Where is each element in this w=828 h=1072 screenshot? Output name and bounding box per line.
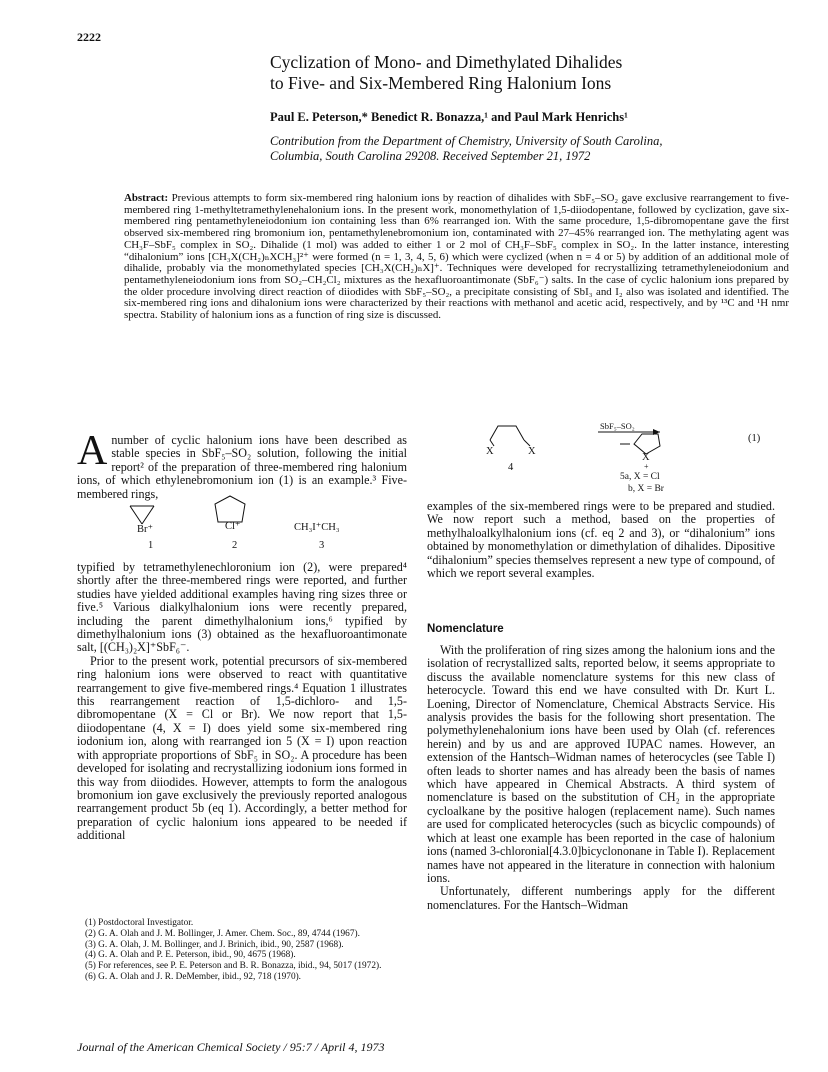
article-title	[270, 52, 790, 94]
structure-4-x-right: X	[528, 446, 536, 457]
structure-5-x: X	[642, 452, 650, 463]
affiliation-line-1: Contribution from the Department of Chemistry, University of South Carolina,	[270, 134, 663, 148]
abstract-label: Abstract:	[124, 192, 169, 204]
structure-5b-label: b, X = Br	[628, 484, 664, 494]
structure-4-chain	[490, 426, 530, 446]
affiliation	[270, 134, 770, 164]
structures-1-2-3	[130, 492, 400, 552]
paragraph-prior-work: Prior to the present work, potential precursors of six-membered ring halonium ions were observed to react with quantitative rearrangement to give five-membered rings.⁴ Equation 1 illustrates this rearrangement reaction of 1,5-dichloro- and 1,5-dibromopentane (X = Cl or Br). We now report that 1,5-diiodopentane (4, X = I) does yield some six-membered ring iodonium ion, along with rearranged ion 5 (X = I) upon reaction with appropriate proportions of SbF₅ in SO₂. A procedure has been developed for isolating and recrystallizing iodonium ions formed in this way from diiodides. However, attempts to form the analogous bromonium ion gave exclusively the previously reported analogous rearrangement product 5b (eq 1). Accordingly, a better method for preparation of cyclic halonium ions appeared to be needed if additional	[77, 653, 407, 843]
structure-2-ring	[215, 496, 245, 522]
equation-reagent: SbF₅–SO₂	[600, 421, 635, 431]
title-line-1: Cyclization of Mono- and Dimethylated Dihalides	[270, 52, 623, 72]
intro-text: number of cyclic halonium ions have been described as stable species in SbF₅–SO₂ solution, following the initial report² of the preparation of three-membered ring halonium ions, of which ethylenebromonium ion (1) is an example.³ Five-membered rings,	[77, 433, 407, 501]
structure-3-number: 3	[319, 540, 325, 551]
footnotes	[77, 918, 407, 983]
structure-1-atom: Br⁺	[137, 524, 154, 535]
nomenclature-text	[427, 644, 775, 912]
drop-cap: A	[77, 428, 108, 474]
structure-1-ring	[130, 506, 154, 524]
page-number: 2222	[77, 30, 101, 44]
nomenclature-paragraph-1: With the proliferation of ring sizes among the halonium ions and the isolation of recrystallized salts, reported below, it seems appropriate to discuss the available nomenclature systems for this new class of heterocycle. Toward this end we have consulted with Dr. Kurt L. Loening, Director of Nomenclature, Chemical Abstracts Service. His analysis provides the basis for the following short presentation. The polymethylenehalonium ions have been used by Olah (cf. references herein) and by us and are approved IUPAC names. However, an extension of the Hantsch–Widman names of heterocycles (see Table I) often leads to shorter names and has already been the basis of names which have appeared in Chemical Abstracts. A third system of nomenclature is based on the substitution of CH₂ in the appropriate cycloalkane by the positive halogen (replacement name). Such names are used for complicated heterocycles (such as bicyclic compounds) of which at least one example has been reported in the case of halonium ions (named 3-chloronial[4.3.0]bicyclononane in Table I). Replacement names have not appeared in the literature in connection with halonium ions.	[427, 643, 775, 885]
right-column-paragraph: examples of the six-membered rings were to be prepared and studied. We now report such a method, based on the properties of methylhaloalkylhalonium ions (cf. eq 2 and 3), or “dihalonium” ions obtained by monomethylation or dimethylation of dihalides. Dipositive “dihalonium” species themselves represent a new type of compound, of which we report several examples.	[427, 499, 775, 581]
footnote: (1) Postdoctoral Investigator.	[85, 918, 194, 928]
journal-footer: Journal of the American Chemical Society / 95:7 / April 4, 1973	[77, 1040, 385, 1054]
abstract-text: Previous attempts to form six-membered ring halonium ions by reaction of dihalides with SbF₅–SO₂ gave exclusive rearrangement to five-membered ring 1-methyltetramethylenehalonium ions. In the present work, monomethylation of 1,5-diiodopentane, followed by cyclization, gave six-membered ring pentamethyleneiodonium ion containing less than 6% rearranged ion. With the same procedure, 1,5-dibromopentane gave the first observed six-membered ring bromonium ion, pentamethylenebromonium ion, contaminated with 27–45% rearranged ion. The methylating agent was CH₃F–SbF₅ complex in SO₂. Dihalide (1 mol) was added to either 1 or 2 mol of CH₃F–SbF₅ complex in SO₂. In the latter instance, interesting “dihalonium” ions [CH₃X(CH₂)ₙXCH₃]²⁺ were formed (n = 1, 3, 4, 5, 6) which were cyclized (when n = 4 or 5) by addition of an additional mole of dihalide, probably via the monomethylated species [CH₃X(CH₂)ₙX]⁺. Techniques were developed for recrystallizing tetramethyleneiodonium and pentamethyleneiodonium ions from SO₂–CH₂Cl₂ mixtures as the hexafluoroantimonate (SbF₆⁻) salts. In the case of cyclic halonium ions prepared by the older procedure involving direct reaction of diiodides with SbF₅–SO₂, a precipitate consisting of SbI₃ and I₂ also was isolated and identified. The six-membered ring ions and dihalonium ions were characterized by their reactions with methanol and acetic acid, respectively, and by ¹³C and ¹H nmr spectra. Stability of halonium ions as a function of ring size is discussed.	[124, 192, 789, 322]
affiliation-line-2: Columbia, South Carolina 29208. Received September 21, 1972	[270, 149, 591, 163]
structure-5-ring	[620, 434, 660, 454]
structure-2-atom: Cl⁺	[225, 521, 241, 532]
footnote: (4) G. A. Olah and P. E. Peterson, ibid., 90, 4675 (1968).	[85, 950, 296, 961]
structure-5a-label: 5a, X = Cl	[620, 472, 660, 482]
structure-4-number: 4	[508, 462, 514, 473]
footnote: (2) G. A. Olah and J. M. Bollinger, J. Amer. Chem. Soc., 89, 4744 (1967).	[85, 928, 360, 939]
footnote: (6) G. A. Olah and J. R. DeMember, ibid., 92, 718 (1970).	[85, 971, 302, 982]
footnote: (3) G. A. Olah, J. M. Bollinger, and J. Brinich, ibid., 90, 2587 (1968).	[85, 939, 344, 950]
nomenclature-paragraph-2: Unfortunately, different numberings apply for the different nomenclatures. For the Hantsch–Widman	[427, 884, 775, 912]
title-line-2: to Five- and Six-Membered Ring Halonium Ions	[270, 73, 612, 93]
authors: Paul E. Peterson,* Benedict R. Bonazza,¹ and Paul Mark Henrichs¹	[270, 110, 628, 124]
structure-5-plus: +	[644, 462, 649, 471]
equation-number: (1)	[748, 433, 761, 444]
structure-4-x-left: X	[486, 446, 494, 457]
intro-continuation: typified by tetramethylenechloronium ion (2), were prepared⁴ shortly after the three-membered rings were reported, and further studies have yielded additional examples having ring sizes three or five.⁵ Various dialkylhalonium ions were recently prepared, including the parent dimethylhalonium ions,⁶ typified by dimethylhalonium ions (3) obtained as the hexafluoroantimonate salt, [(CH₃)₂X]⁺SbF₆⁻.	[77, 560, 407, 655]
footnote: (5) For references, see P. E. Peterson and B. R. Bonazza, ibid., 94, 5017 (1972).	[85, 961, 382, 972]
left-column-text	[77, 561, 407, 843]
structure-1-number: 1	[148, 540, 154, 551]
structure-3-formula: CH₃I⁺CH₃	[294, 522, 340, 533]
abstract	[124, 193, 789, 322]
intro-paragraph	[77, 428, 407, 501]
structure-2-number: 2	[232, 540, 238, 551]
section-heading-nomenclature: Nomenclature	[427, 623, 504, 635]
